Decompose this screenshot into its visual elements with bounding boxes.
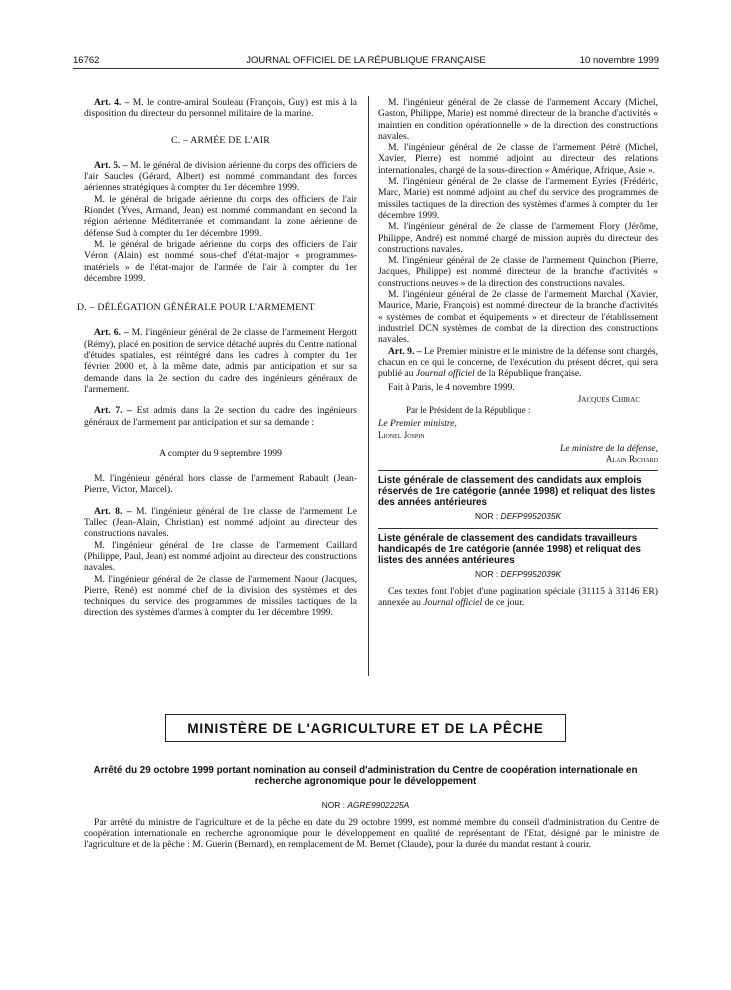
signer-president: Jacques Chirac [577,393,640,405]
page-number: 16762 [73,55,100,66]
ministry-title: MINISTÈRE DE L'AGRICULTURE ET DE LA PÊCHE [187,721,544,736]
article-4: Art. 4. – M. le contre-amiral Souleau (François, Guy) est mis à la disposition du directeur du personnel militaire de la marine. [84,97,357,120]
paragraph-petre: M. l'ingénieur général de 2e classe de l'armement Pétré (Michel, Xavier, Pierre) est nommé adjoint au directeur des relations internationales, chargé de la sous-direction « Amérique, Afrique, Asie ». [378,142,658,176]
divider [378,528,658,529]
paragraph-accary: M. l'ingénieur général de 2e classe de l'armement Accary (Michel, Gaston, Philippe, Marie) est nommé directeur de la branche d'activités « maintien en condition opérationnelle » de la direction des constructions navales. [378,97,658,142]
divider [378,470,658,471]
paragraph-flory: M. l'ingénieur général de 2e classe de l'armement Flory (Jérôme, Philippe, André) est nommé chargé de mission auprès du directeur des constructions navales. [378,221,658,255]
article-5: Art. 5. – M. le général de division aérienne du corps des officiers de l'air Saucles (Gérard, Albert) est nommé commandant des forces aériennes stratégiques à compter du 1er décembre 1999. [84,159,357,194]
list-1-nor: NOR : DEFP9952035K [474,510,562,521]
journal-title: JOURNAL OFFICIEL DE LA RÉPUBLIQUE FRANÇAISE [246,55,486,66]
pm-title: Le Premier ministre, [378,418,457,430]
signed-place-date: Fait à Paris, le 4 novembre 1999. [388,382,515,394]
column-divider [368,96,369,676]
issue-date: 10 novembre 1999 [579,55,659,66]
arrete-nor: NOR : AGRE9902225A [321,800,410,810]
paragraph-veron: M. le général de brigade aérienne du corps des officiers de l'air Véron (Alain) est nommé sous-chef d'état-major « programmes-matériels » de l'état-major de l'armée de l'air à compter du 1er décembre 1999. [84,238,357,284]
article-6: Art. 6. – M. l'ingénieur général de 2e classe de l'armement Hergott (Rémy), placé en position de service détaché auprès du Centre national d'études spatiales, est réintégré dans les cadres à compter du 1er février 2000 et, à la même date, admis par anticipation et sur sa demande dans la 2e section du cadre des ingénieurs généraux de l'armement. [84,327,357,395]
paragraph-naour: M. l'ingénieur général de 2e classe de l'armement Naour (Jacques, Pierre, René) est nommé chef de la division des systèmes et des techniques du service des programmes de missiles tactiques de la direction des systèmes d'armes à compter du 1er décembre 1999. [84,573,357,619]
arrete-title: Arrêté du 29 octobre 1999 portant nomination au conseil d'administration du Centre de coopération internationale en recherche agronomique pour le développement [93,765,638,787]
effective-date-heading: A compter du 9 septembre 1999 [159,447,282,459]
header-rule [73,68,659,69]
paragraph-quinchon: M. l'ingénieur général de 2e classe de l'armement Quinchon (Pierre, Jacques, Philippe) est nommé directeur de la branche d'activités « constructions neuves » de la direction des constructions navales. [378,255,658,289]
section-c-heading: C. – ARMÉE DE L'AIR [171,134,270,146]
defense-minister-name: Alain Richard [605,454,658,465]
article-7: Art. 7. – Est admis dans la 2e section du cadre des ingénieurs généraux de l'armement par anticipation et sur sa demande : [84,405,357,428]
paragraph-caillard: M. l'ingénieur général de 1re classe de l'armement Caillard (Philippe, Paul, Jean) est nommé adjoint au directeur des constructions navales. [84,539,357,574]
section-d-heading: D. – DÉLÉGATION GÉNÉRALE POUR L'ARMEMENT [77,302,315,314]
paragraph-rabault: M. l'ingénieur général hors classe de l'armement Rabault (Jean-Pierre, Victor, Marcel). [84,473,357,496]
list-1-title: Liste générale de classement des candidats aux emplois réservés de 1re catégorie (année 1998) et reliquat des listes des années antérieures [378,474,656,508]
article-9: Art. 9. – Le Premier ministre et le ministre de la défense sont chargés, chacun en ce qui le concerne, de l'exécution du présent décret, qui sera publié au Journal officiel de la République française. [378,345,658,380]
by-president-line: Par le Président de la République : [406,405,531,416]
article-8: Art. 8. – M. l'ingénieur général de 1re classe de l'armement Le Tallec (Jean-Alain, Christian) est nommé adjoint au directeur des constructions navales. [84,505,357,540]
list-2-title: Liste générale de classement des candidats travailleurs handicapés de 1re catégorie (année 1998) et reliquat des listes des années antérieures [378,532,641,566]
pagination-note: Ces textes font l'objet d'une pagination spéciale (31115 à 31146 ER) annexée au Journal officiel de ce jour. [378,586,658,609]
list-2-nor: NOR : DEFP9952039K [474,568,562,579]
ministry-heading-box [165,714,566,742]
pm-name: Lionel Jospin [378,429,425,440]
arrete-paragraph: Par arrêté du ministre de l'agriculture et de la pêche en date du 29 octobre 1999, est nommé membre du conseil d'administration du Centre de coopération internationale en recherche agronomique pour le développement en qualité de représentant de l'Etat, désigné par le ministre de l'agriculture et de la pêche : M. Guerin (Bernard), en remplacement de M. Bernet (Claude), pour la durée du mandat restant à courir. [84,817,659,850]
left-column [77,97,357,619]
paragraph-riondet: M. le général de brigade aérienne du corps des officiers de l'air Riondet (Yves, Armand, Jean) est nommé commandant en second la région aérienne Méditerranée et commandant la zone aérienne de défense Sud à compter du 1er décembre 1999. [84,193,357,239]
right-column [378,97,658,609]
paragraph-eyries: M. l'ingénieur général de 2e classe de l'armement Eyries (Frédéric, Marc, Marie) est nommé adjoint au chef du service des programmes de missiles tactiques de la direction des systèmes d'armes à compter du 1er décembre 1999. [378,176,658,221]
paragraph-marchal: M. l'ingénieur général de 2e classe de l'armement Marchal (Xavier, Maurice, Marie, François) est nommé directeur de la branche d'activités « systèmes de combat et équipements » et directeur de l'établissement industriel DCN systèmes de combat de la direction des constructions navales. [378,289,658,346]
defense-minister-title: Le ministre de la défense, [560,442,658,454]
arrete-body [84,817,659,850]
